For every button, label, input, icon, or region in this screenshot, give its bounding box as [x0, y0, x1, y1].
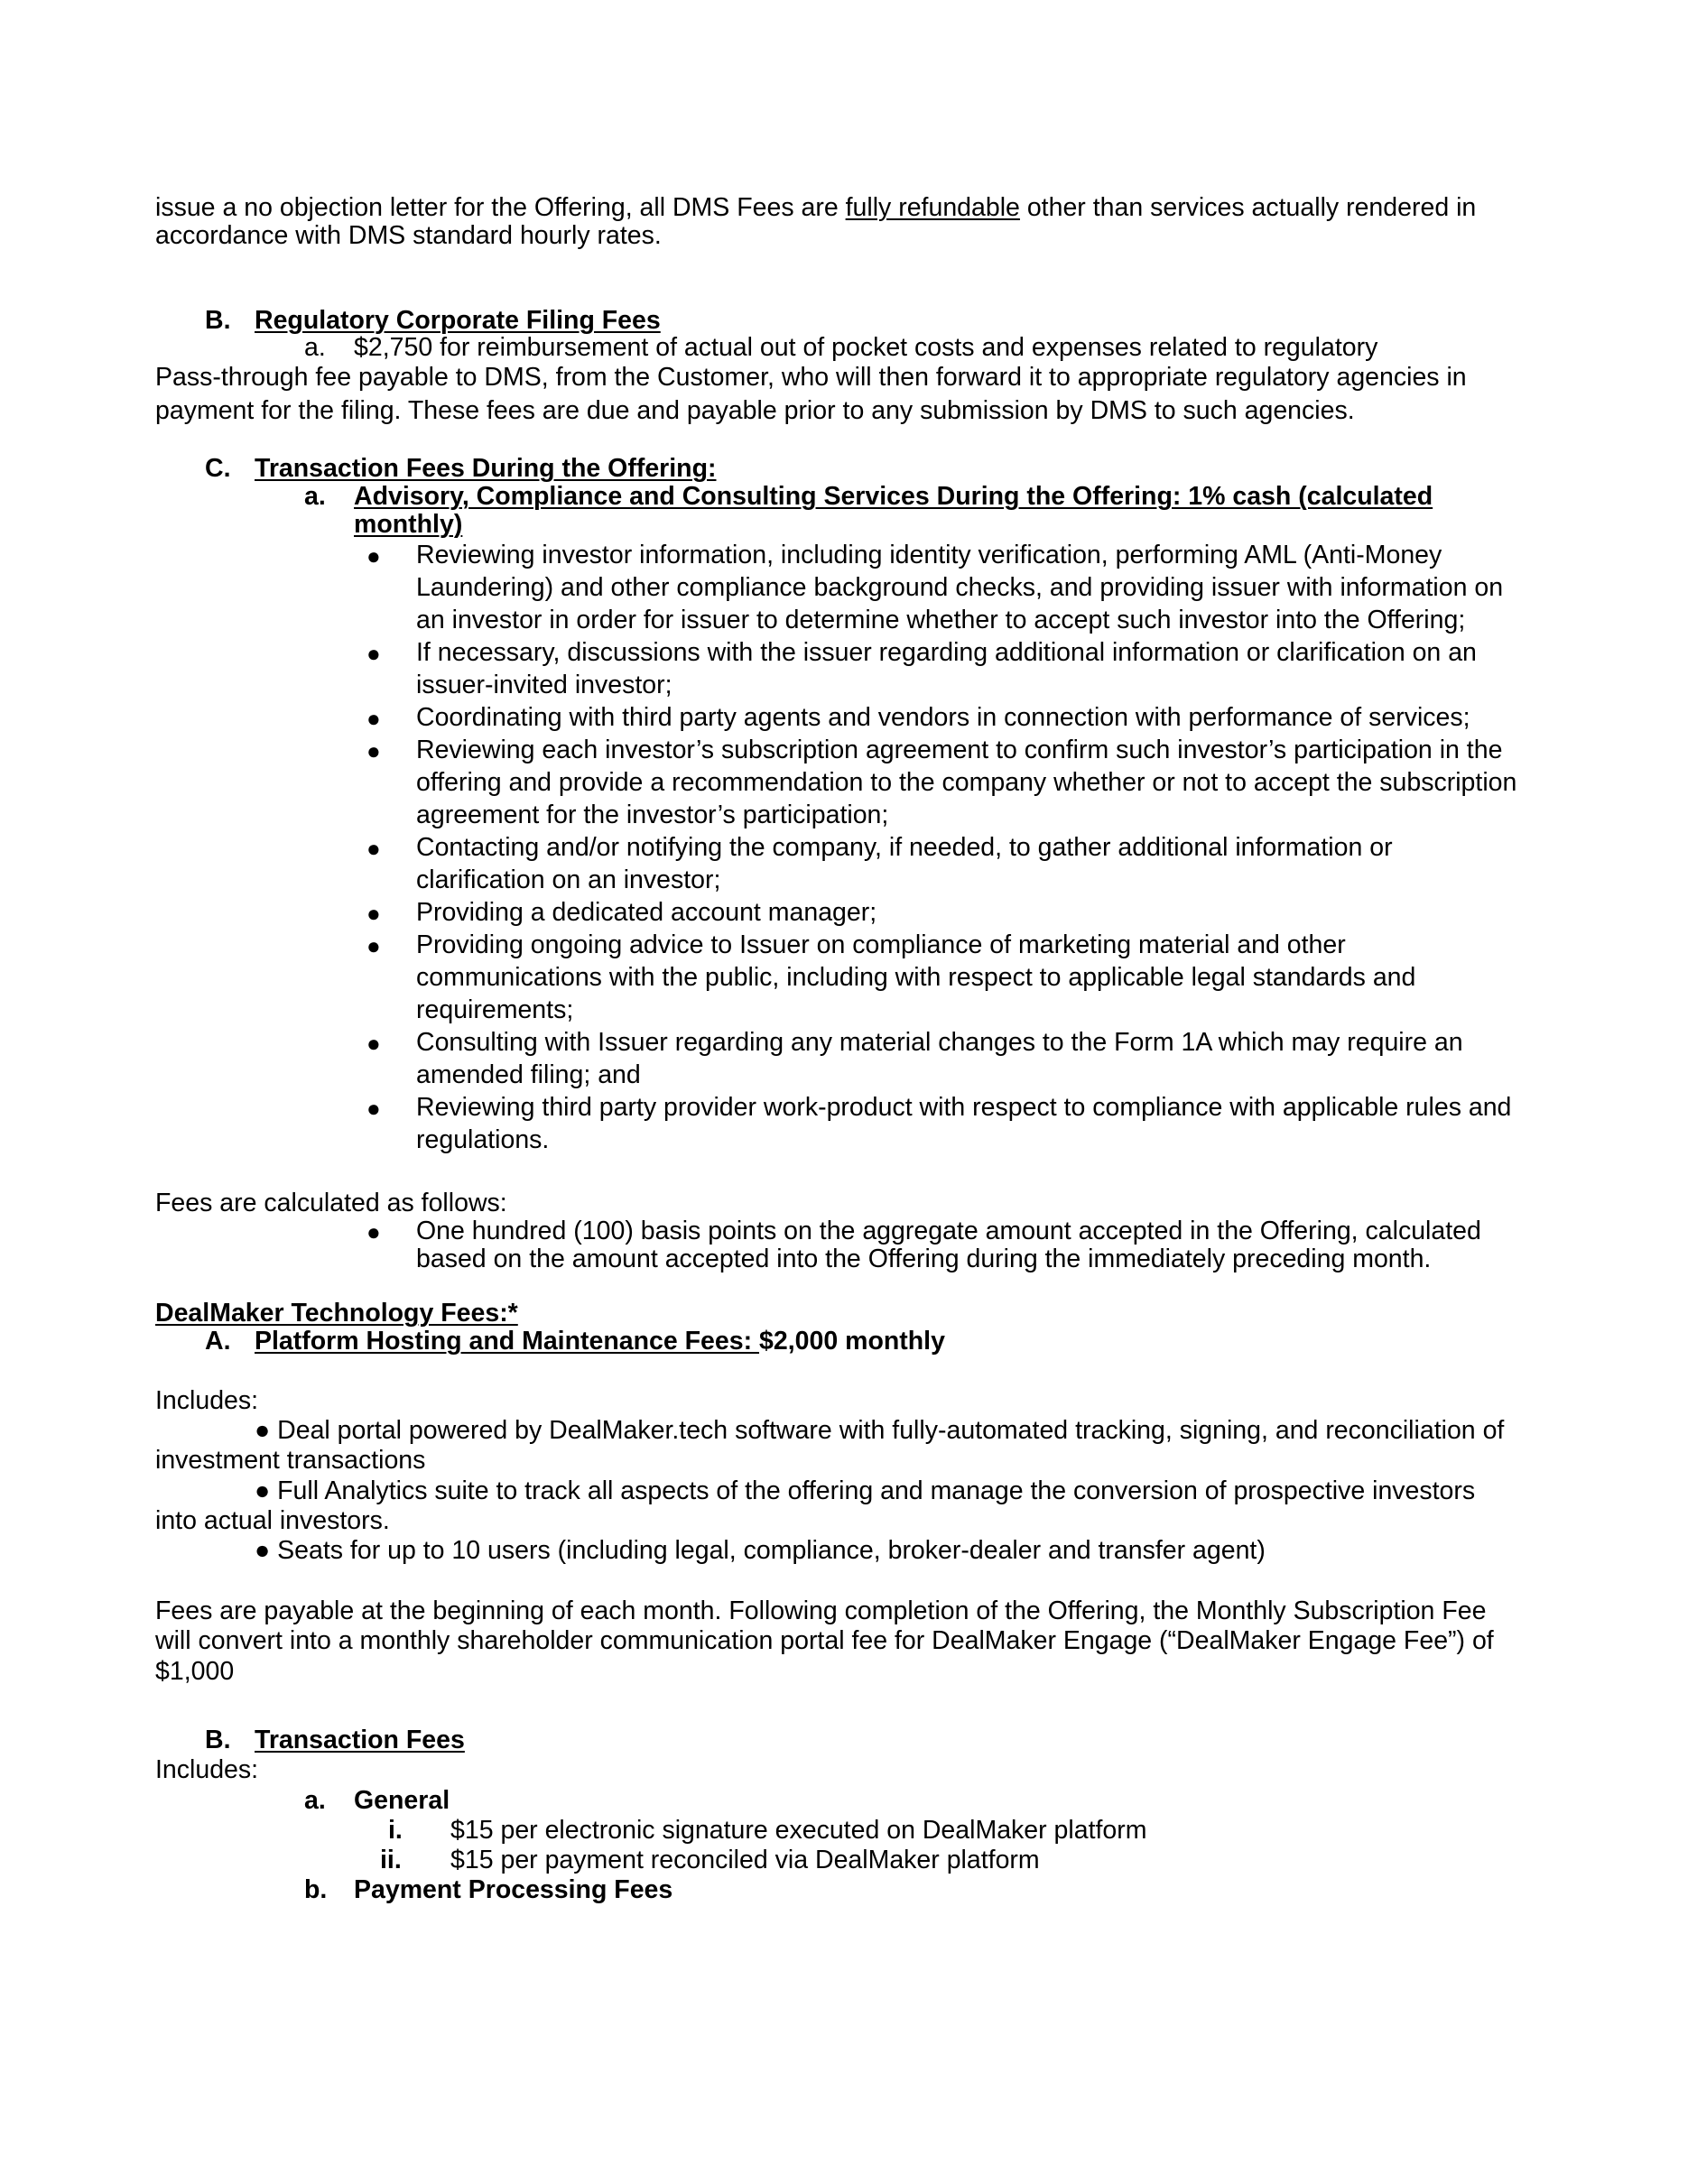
list-item: Providing a dedicated account manager; — [416, 898, 877, 927]
general-numeral-i: i. — [388, 1816, 403, 1845]
bullet-icon: ● — [366, 1218, 381, 1245]
platform-hosting-title: Platform Hosting and Maintenance Fees: — [255, 1327, 760, 1356]
bullet-icon: ● — [366, 1095, 381, 1122]
includes-label: Includes: — [155, 1386, 259, 1415]
payable-line-1: Fees are payable at the beginning of each month. Following completion of the Offering, the Monthly Subscription Fee — [155, 1596, 1487, 1625]
includes-bullet-2-line-2: into actual investors. — [155, 1506, 390, 1535]
section-c-title: Transaction Fees During the Offering: — [255, 454, 717, 483]
includes-bullet-1-line-1: ● Deal portal powered by DealMaker.tech software with fully-automated tracking, signing, and reconciliation of — [255, 1416, 1505, 1445]
general-numeral-ii: ii. — [380, 1846, 402, 1874]
payment-letter: b. — [304, 1875, 328, 1904]
includes-bullet-2-line-1: ● Full Analytics suite to track all aspects of the offering and manage the conversion of prospective investors — [255, 1476, 1476, 1505]
section-c-sub-title-2: monthly) — [354, 510, 463, 539]
bullet-icon: ● — [366, 640, 381, 667]
transaction-fees-title: Transaction Fees — [255, 1726, 465, 1754]
list-item: an investor in order for issuer to determine whether to accept such investor into the Offering; — [416, 606, 1466, 634]
list-item: issuer-invited investor; — [416, 671, 672, 699]
section-c-sub-title-1: Advisory, Compliance and Consulting Services During the Offering: 1% cash (calculated — [354, 482, 1433, 511]
list-item: requirements; — [416, 995, 574, 1024]
fees-calc-label: Fees are calculated as follows: — [155, 1189, 507, 1217]
bullet-icon: ● — [366, 1030, 381, 1057]
transaction-includes-label: Includes: — [155, 1755, 259, 1784]
list-item: If necessary, discussions with the issuer regarding additional information or clarification on an — [416, 638, 1477, 667]
list-item: agreement for the investor’s participation; — [416, 800, 889, 829]
bullet-icon: ● — [366, 737, 381, 764]
section-c-sub-letter: a. — [304, 482, 326, 511]
section-b-item-letter: a. — [304, 333, 326, 362]
payable-line-3: $1,000 — [155, 1657, 235, 1686]
section-b-line-3: payment for the filing. These fees are due and payable prior to any submission by DMS to such agencies. — [155, 396, 1355, 425]
payment-processing-title: Payment Processing Fees — [354, 1875, 673, 1904]
intro-line-1 — [155, 194, 1476, 222]
intro-text-tail: other than services actually rendered in — [1019, 193, 1477, 222]
list-item: Reviewing each investor’s subscription agreement to confirm such investor’s participation in the — [416, 736, 1503, 764]
section-b-line-2: Pass-through fee payable to DMS, from the Customer, who will then forward it to appropriate regulatory agencies in — [155, 363, 1467, 392]
general-letter: a. — [304, 1786, 326, 1815]
list-item: Contacting and/or notifying the company, if needed, to gather additional information or — [416, 833, 1393, 862]
list-item: amended filing; and — [416, 1060, 641, 1089]
section-c-letter: C. — [205, 454, 231, 483]
list-item: Coordinating with third party agents and vendors in connection with performance of services; — [416, 703, 1470, 732]
bullet-icon: ● — [366, 542, 381, 569]
section-b-letter: B. — [205, 306, 231, 335]
list-item: offering and provide a recommendation to the company whether or not to accept the subscription — [416, 768, 1517, 797]
fully-refundable-text: fully refundable — [845, 193, 1020, 222]
list-item: Reviewing third party provider work-product with respect to compliance with applicable rules and — [416, 1093, 1512, 1122]
general-item-payment: $15 per payment reconciled via DealMaker platform — [450, 1846, 1040, 1874]
bullet-icon: ● — [366, 835, 381, 862]
calc-bullet-line-2: based on the amount accepted into the Offering during the immediately preceding month. — [416, 1245, 1432, 1273]
platform-hosting-amount: $2,000 monthly — [759, 1327, 945, 1356]
list-item: Laundering) and other compliance background checks, and providing issuer with information on — [416, 573, 1504, 602]
list-item: Providing ongoing advice to Issuer on compliance of marketing material and other — [416, 930, 1346, 959]
list-item: regulations. — [416, 1125, 550, 1154]
general-item-signature: $15 per electronic signature executed on DealMaker platform — [450, 1816, 1147, 1845]
calc-bullet-line-1: One hundred (100) basis points on the aggregate amount accepted in the Offering, calculated — [416, 1217, 1481, 1245]
intro-line-2: accordance with DMS standard hourly rates. — [155, 221, 662, 250]
includes-bullet-1-line-2: investment transactions — [155, 1446, 426, 1475]
section-b-title: Regulatory Corporate Filing Fees — [255, 306, 661, 335]
list-item: clarification on an investor; — [416, 865, 721, 894]
includes-bullet-3: ● Seats for up to 10 users (including legal, compliance, broker-dealer and transfer agent) — [255, 1536, 1266, 1565]
list-item: Consulting with Issuer regarding any material changes to the Form 1A which may require an — [416, 1028, 1463, 1057]
list-item: communications with the public, including with respect to applicable legal standards and — [416, 963, 1416, 992]
section-b-line-1: $2,750 for reimbursement of actual out of pocket costs and expenses related to regulatory — [354, 333, 1378, 362]
payable-line-2: will convert into a monthly shareholder communication portal fee for DealMaker Engage (“DealMaker Engage Fee”) of — [155, 1626, 1494, 1655]
general-title: General — [354, 1786, 450, 1815]
dealmaker-a-letter: A. — [205, 1327, 231, 1356]
bullet-icon: ● — [366, 705, 381, 732]
dealmaker-b-letter: B. — [205, 1726, 231, 1754]
dealmaker-a-title — [255, 1328, 945, 1356]
intro-text: issue a no objection letter for the Offering, all DMS Fees are — [155, 193, 846, 222]
list-item: Reviewing investor information, including identity verification, performing AML (Anti-Money — [416, 541, 1442, 569]
bullet-icon: ● — [366, 932, 381, 959]
bullet-icon: ● — [366, 900, 381, 927]
dealmaker-heading: DealMaker Technology Fees:* — [155, 1299, 518, 1328]
